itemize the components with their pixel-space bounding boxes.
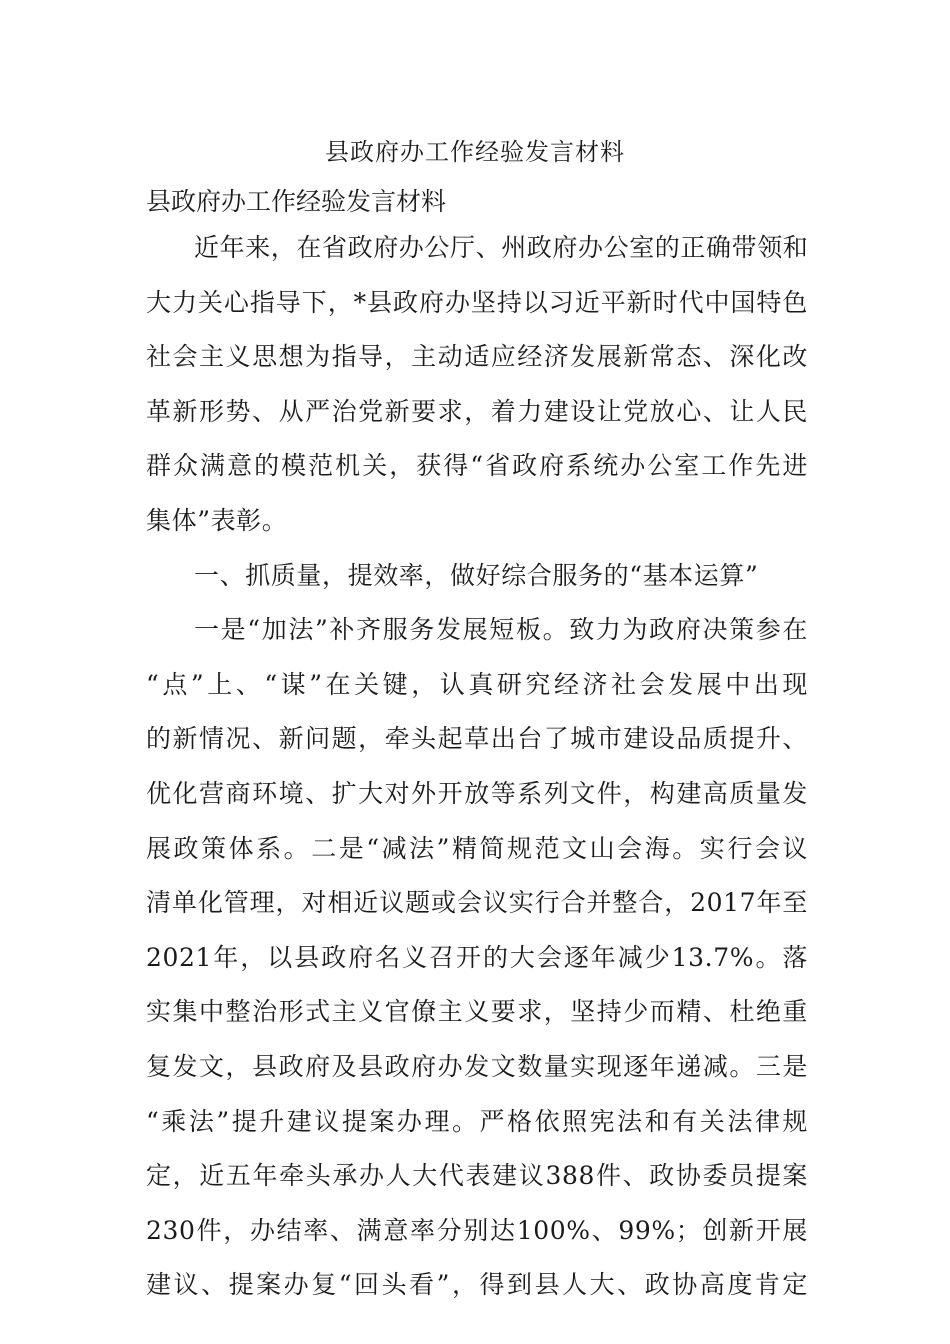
body-line: 复发文，县政府及县政府办发文数量实现逐年递减。三是 <box>146 1051 808 1081</box>
body-line: 集体”表彰。 <box>146 505 288 535</box>
body-line: 展政策体系。二是“减法”精简规范文山会海。实行会议 <box>146 833 808 863</box>
body-line: 大力关心指导下，*县政府办坚持以习近平新时代中国特色 <box>146 287 808 317</box>
body-line: “点”上、“谋”在关键，认真研究经济社会发展中出现 <box>146 669 808 699</box>
body-line: 革新形势、从严治党新要求，着力建设让党放心、让人民 <box>146 396 808 426</box>
body-line: 建议、提案办复“回头看”，得到县人大、政协高度肯定 <box>146 1270 808 1300</box>
body-line: 社会主义思想为指导，主动适应经济发展新常态、深化改 <box>146 342 808 372</box>
body-line: 定，近五年牵头承办人大代表建议388件、政协委员提案 <box>146 1161 808 1191</box>
document-subtitle: 县政府办工作经验发言材料 <box>146 187 447 216</box>
body-line: 近年来，在省政府办公厅、州政府办公室的正确带领和 <box>194 233 809 262</box>
body-line: 一、抓质量，提效率，做好综合服务的“基本运算” <box>194 560 759 590</box>
body-line: 2021年，以县政府名义召开的大会逐年减少13.7%。落 <box>146 942 808 972</box>
body-line: 清单化管理，对相近议题或会议实行合并整合，2017年至 <box>146 888 808 918</box>
body-line: “乘法”提升建议提案办理。严格依照宪法和有关法律规 <box>146 1106 808 1136</box>
document-title: 县政府办工作经验发言材料 <box>325 138 625 166</box>
body-line: 一是“加法”补齐服务发展短板。致力为政府决策参在 <box>194 615 808 645</box>
body-line: 230件，办结率、满意率分别达100%、99%；创新开展 <box>146 1215 808 1245</box>
body-line: 实集中整治形式主义官僚主义要求，坚持少而精、杜绝重 <box>146 997 808 1027</box>
body-line: 群众满意的模范机关，获得“省政府系统办公室工作先进 <box>146 451 808 481</box>
document-body <box>146 230 808 1322</box>
body-line: 的新情况、新问题，牵头起草出台了城市建设品质提升、 <box>146 724 808 754</box>
body-line: 优化营商环境、扩大对外开放等系列文件，构建高质量发 <box>146 778 808 808</box>
